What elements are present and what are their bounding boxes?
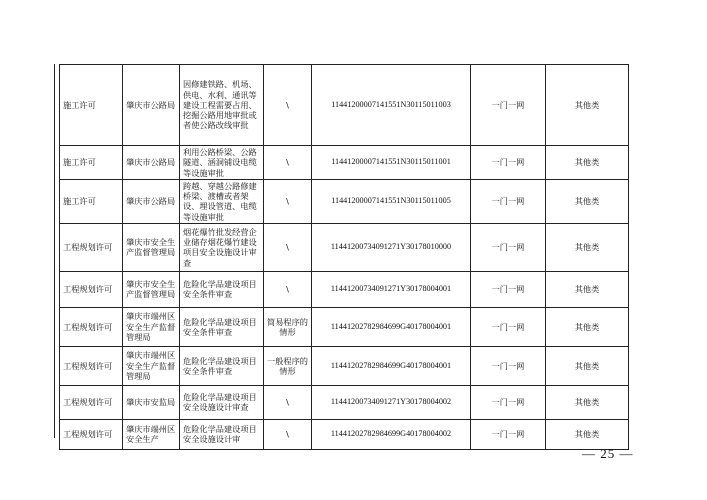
sub-item-cell: \ xyxy=(264,271,312,307)
sub-item-cell: \ xyxy=(264,385,312,419)
permit-type-cell: 工程规划许可 xyxy=(60,419,123,449)
service-channel-cell: 一门一网 xyxy=(471,419,546,449)
item-code-cell: 11441202782984699G40178004001 xyxy=(312,307,471,346)
table-row xyxy=(60,346,629,385)
table-row xyxy=(60,271,629,307)
approval-item-cell: 利用公路桥梁、公路隧道、涵洞铺设电缆等设施审批 xyxy=(180,146,264,180)
sub-item-cell: \ xyxy=(264,419,312,449)
permit-type-cell: 施工许可 xyxy=(60,179,123,223)
sub-item-cell: \ xyxy=(264,223,312,271)
item-code-cell: 11441200734091271Y30178004002 xyxy=(312,385,471,419)
outer-table-border xyxy=(54,64,55,438)
table-row xyxy=(60,146,629,180)
department-cell: 肇庆市端州区安全生产 xyxy=(123,419,180,449)
category-cell: 其他类 xyxy=(546,179,629,223)
department-cell: 肇庆市公路局 xyxy=(123,179,180,223)
department-cell: 肇庆市公路局 xyxy=(123,146,180,180)
category-cell: 其他类 xyxy=(546,419,629,449)
approval-item-cell: 危险化学品建设项目安全条件审查 xyxy=(180,346,264,385)
permit-type-cell: 工程规划许可 xyxy=(60,271,123,307)
table-row xyxy=(60,223,629,271)
approval-items-table xyxy=(59,64,629,450)
category-cell: 其他类 xyxy=(546,307,629,346)
department-cell: 肇庆市安全生产监督管理局 xyxy=(123,271,180,307)
sub-item-cell: \ xyxy=(264,146,312,180)
item-code-cell: 11441200007141551N30115011005 xyxy=(312,179,471,223)
approval-item-cell: 跨越、穿越公路修建桥梁、渡槽或者架设、埋设管道、电缆等设施审批 xyxy=(180,179,264,223)
sub-item-cell: \ xyxy=(264,65,312,146)
department-cell: 肇庆市安监局 xyxy=(123,385,180,419)
approval-item-cell: 烟花爆竹批发经营企业储存烟花爆竹建设项目安全设施设计审查 xyxy=(180,223,264,271)
category-cell: 其他类 xyxy=(546,146,629,180)
table-row xyxy=(60,419,629,449)
service-channel-cell: 一门一网 xyxy=(471,271,546,307)
category-cell: 其他类 xyxy=(546,346,629,385)
approval-item-cell: 危险化学品建设项目安全条件审查 xyxy=(180,307,264,346)
permit-type-cell: 施工许可 xyxy=(60,146,123,180)
service-channel-cell: 一门一网 xyxy=(471,385,546,419)
table-row xyxy=(60,307,629,346)
category-cell: 其他类 xyxy=(546,65,629,146)
department-cell: 肇庆市安全生产监督管理局 xyxy=(123,223,180,271)
table-row xyxy=(60,385,629,419)
approval-item-cell: 危险化学品建设项目安全条件审查 xyxy=(180,271,264,307)
permit-type-cell: 施工许可 xyxy=(60,65,123,146)
department-cell: 肇庆市端州区安全生产监督管理局 xyxy=(123,346,180,385)
item-code-cell: 11441200734091271Y30178010000 xyxy=(312,223,471,271)
permit-type-cell: 工程规划许可 xyxy=(60,307,123,346)
sub-item-cell: 一般程序的情形 xyxy=(264,346,312,385)
permit-type-cell: 工程规划许可 xyxy=(60,346,123,385)
service-channel-cell: 一门一网 xyxy=(471,179,546,223)
table-row xyxy=(60,65,629,146)
permit-type-cell: 工程规划许可 xyxy=(60,223,123,271)
service-channel-cell: 一门一网 xyxy=(471,146,546,180)
service-channel-cell: 一门一网 xyxy=(471,223,546,271)
item-code-cell: 11441200007141551N30115011003 xyxy=(312,65,471,146)
sub-item-cell: \ xyxy=(264,179,312,223)
approval-item-cell: 危险化学品建设项目安全设施设计审 xyxy=(180,419,264,449)
item-code-cell: 11441202782984699G40178004001 xyxy=(312,346,471,385)
sub-item-cell: 简易程序的情形 xyxy=(264,307,312,346)
category-cell: 其他类 xyxy=(546,271,629,307)
permit-type-cell: 工程规划许可 xyxy=(60,385,123,419)
category-cell: 其他类 xyxy=(546,385,629,419)
service-channel-cell: 一门一网 xyxy=(471,346,546,385)
page-number: — 25 — xyxy=(582,446,634,461)
approval-item-cell: 危险化学品建设项目安全设施设计审查 xyxy=(180,385,264,419)
service-channel-cell: 一门一网 xyxy=(471,307,546,346)
item-code-cell: 11441200007141551N30115011001 xyxy=(312,146,471,180)
table-row xyxy=(60,179,629,223)
item-code-cell: 11441200734091271Y30178004001 xyxy=(312,271,471,307)
service-channel-cell: 一门一网 xyxy=(471,65,546,146)
item-code-cell: 11441202782984699G40178004002 xyxy=(312,419,471,449)
category-cell: 其他类 xyxy=(546,223,629,271)
department-cell: 肇庆市公路局 xyxy=(123,65,180,146)
approval-item-cell: 因修建铁路、机场、供电、水利、通讯等建设工程需要占用、挖掘公路用地审批或者使公路改线审批 xyxy=(180,65,264,146)
department-cell: 肇庆市端州区安全生产监督管理局 xyxy=(123,307,180,346)
